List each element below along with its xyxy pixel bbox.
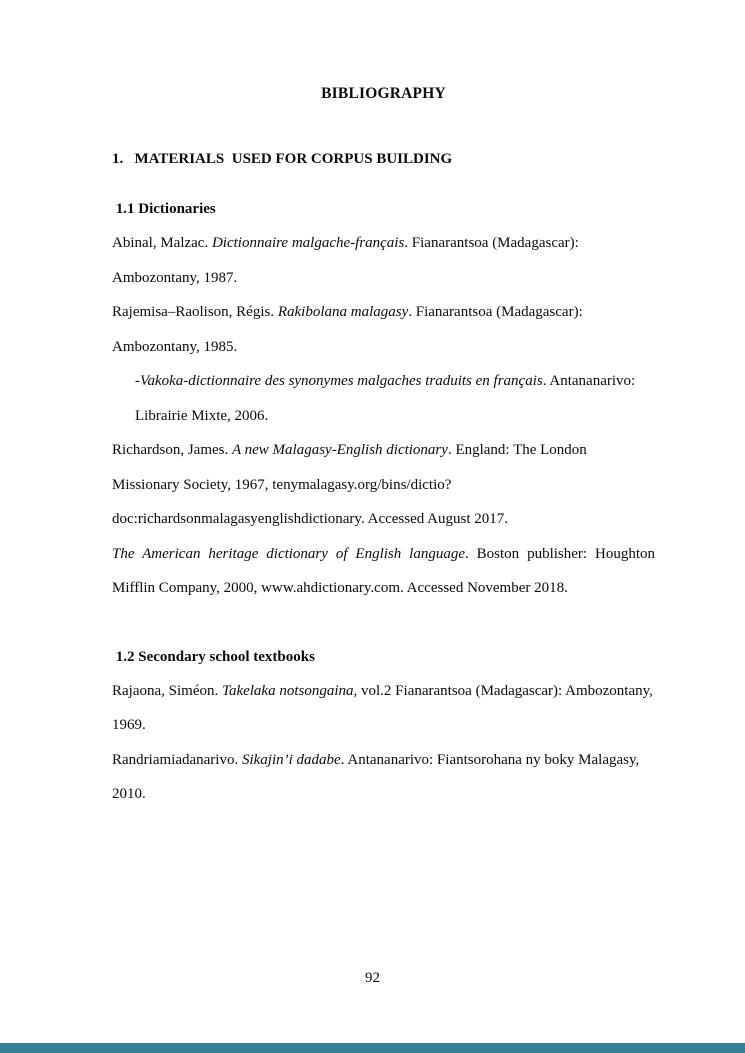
page-title: BIBLIOGRAPHY bbox=[321, 85, 446, 102]
subsection-heading-dictionaries: 1.1 Dictionaries bbox=[112, 201, 216, 217]
entry-title-text: Dictionnaire malgache-français bbox=[211, 235, 405, 251]
entry-text: . England: The London Missionary Society, 1967, tenymalagasy.org/bins/dictio?doc:richardsonmalagasyenglishdictionary. Accessed August 2017. bbox=[112, 442, 587, 527]
entry-text: Rajaona, Siméon. bbox=[112, 682, 222, 699]
bibliography-entry bbox=[112, 295, 655, 364]
bibliography-entry bbox=[112, 743, 655, 812]
bibliography-entry bbox=[112, 433, 655, 537]
bibliography-entry bbox=[112, 226, 655, 295]
entry-title-text: Rakibolana malagasy bbox=[277, 304, 409, 320]
entry-text: . Fianarantsoa (Madagascar): Ambozontany, 1987. bbox=[112, 235, 579, 286]
entry-text: , vol.2 Fianarantsoa (Madagascar): Ambozontany, 1969. bbox=[112, 682, 653, 733]
bibliography-entry bbox=[112, 364, 655, 433]
entry-text: Randriamiadanarivo. bbox=[112, 751, 242, 768]
entry-text: . Antananarivo: Fiantsorohana ny boky Malagasy, 2010. bbox=[112, 751, 640, 802]
entry-title-text: The American heritage dictionary of English language bbox=[112, 545, 465, 562]
entry-title-text: Sikajin’i dadabe bbox=[241, 751, 341, 768]
section-heading-materials: 1. MATERIALS USED FOR CORPUS BUILDING bbox=[112, 151, 453, 167]
subsection-heading-textbooks: 1.2 Secondary school textbooks bbox=[112, 648, 315, 665]
bibliography-entry bbox=[112, 674, 655, 743]
entries-dictionaries bbox=[112, 226, 655, 606]
entry-text: . Antananarivo: Librairie Mixte, 2006. bbox=[135, 373, 636, 424]
entry-text: Richardson, James. bbox=[112, 442, 232, 458]
entry-title-text: A new Malagasy-English dictionary bbox=[231, 442, 448, 458]
entry-text: . Fianarantsoa (Madagascar): Ambozontany, 1985. bbox=[112, 304, 583, 355]
entry-text: Abinal, Malzac. bbox=[112, 235, 212, 251]
entry-title-text: -Vakoka-dictionnaire des synonymes malgaches traduits en français bbox=[135, 373, 543, 389]
page-number: 92 bbox=[365, 970, 380, 986]
entry-title-text: Takelaka notsongaina bbox=[221, 682, 354, 699]
entry-text: . Boston publisher: Houghton Mifflin Company, 2000, www.ahdictionary.com. Accessed November 2018. bbox=[112, 545, 655, 596]
entry-text: Rajemisa–Raolison, Régis. bbox=[112, 304, 278, 320]
entries-textbooks bbox=[112, 674, 655, 812]
bottom-bar bbox=[0, 1043, 745, 1053]
bibliography-entry bbox=[112, 537, 655, 606]
